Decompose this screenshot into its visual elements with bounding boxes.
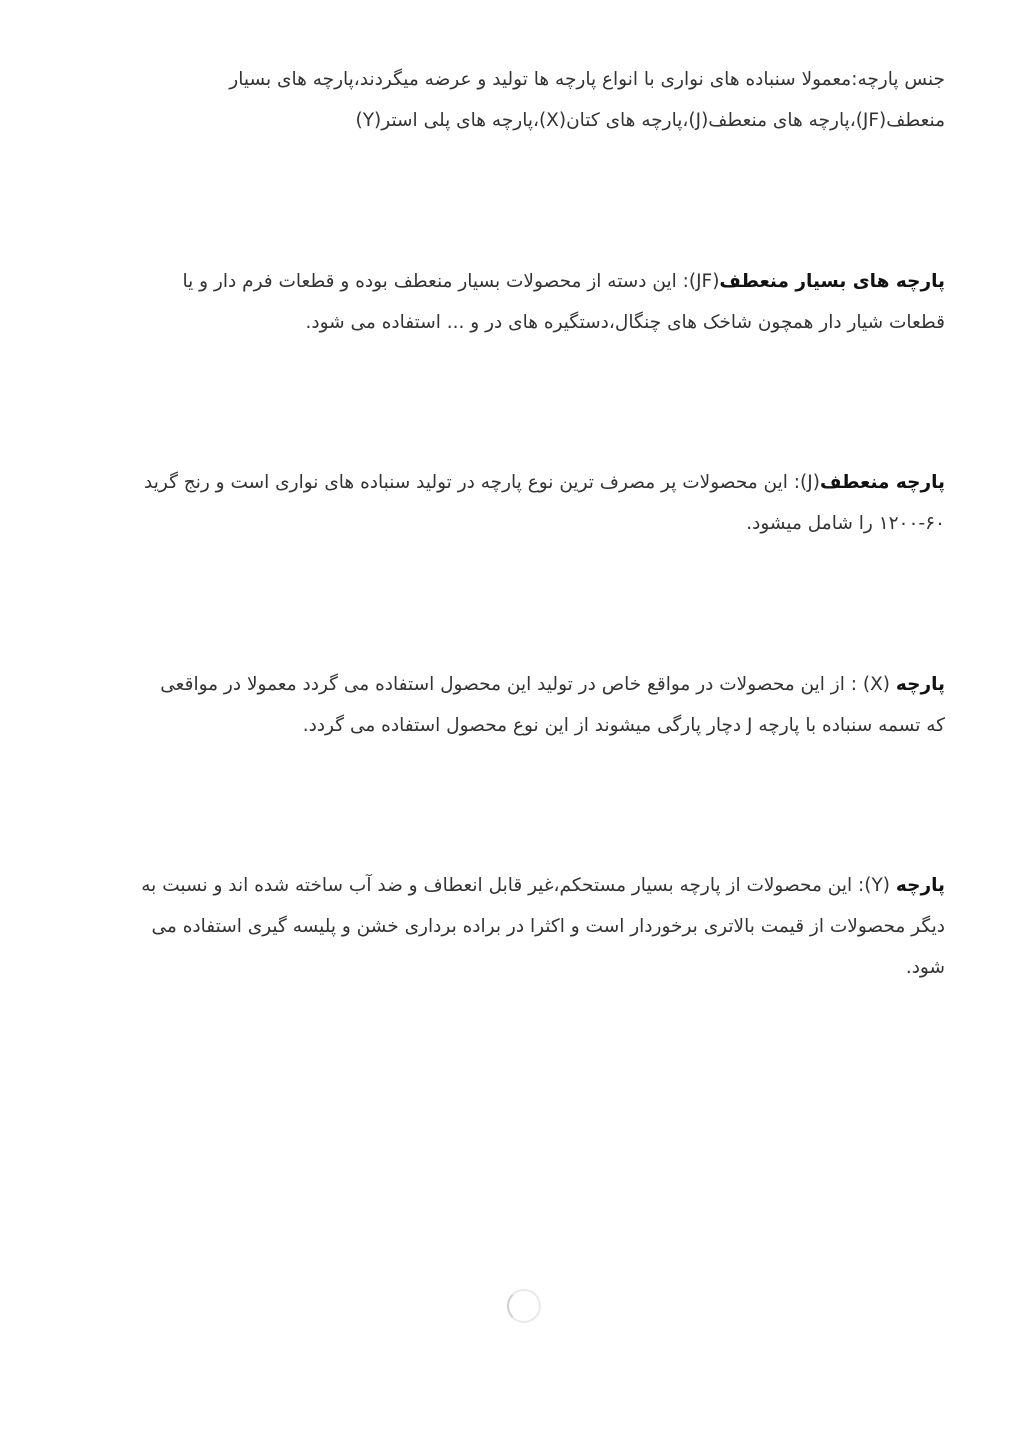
paragraph-heading: پارچه های بسیار منعطف	[719, 271, 945, 292]
paragraph-y-fabric	[110, 865, 945, 988]
paragraph-jf-fabric	[130, 261, 945, 343]
paragraph-text: (J): این محصولات پر مصرف ترین نوع پارچه در تولید سنباده های نواری است و رنج گرید ۶۰-۱۲۰۰ را شامل میشود.	[144, 472, 945, 534]
paragraph-heading: پارچه	[895, 875, 945, 896]
paragraph-heading: پارچه	[895, 674, 945, 695]
paragraph-text: جنس پارچه:معمولا سنباده های نواری با انواع پارچه ها تولید و عرضه میگردند،پارچه های بسیار منعطف(JF)،پارچه های منعطف(J)،پارچه های کتان(X)،پارچه های پلی استر(Y)	[229, 69, 945, 131]
paragraph-x-fabric	[155, 664, 945, 746]
loading-spinner-icon	[507, 1289, 541, 1323]
paragraph-heading: پارچه منعطف	[819, 472, 945, 493]
paragraph-text: (Y): این محصولات از پارچه بسیار مستحکم،غیر قابل انعطاف و ضد آب ساخته شده اند و نسبت به دیگر محصولات از قیمت بالاتری برخوردار است و اکثرا در براده برداری خشن و پلیسه گیری استفاده می شود.	[141, 875, 945, 978]
paragraph-fabric-types	[145, 59, 945, 141]
paragraph-text: (JF): این دسته از محصولات بسیار منعطف بوده و قطعات فرم دار و یا قطعات شیار دار همچون شاخک های چنگال،دستگیره های در و ... استفاده می شود.	[182, 271, 945, 333]
paragraph-text: (X) : از این محصولات در مواقع خاص در تولید این محصول استفاده می گردد معمولا در مواقعی که تسمه سنباده با پارچه J دچار پارگی میشوند از این نوع محصول استفاده می گردد.	[160, 674, 945, 736]
paragraph-j-fabric	[125, 462, 945, 544]
